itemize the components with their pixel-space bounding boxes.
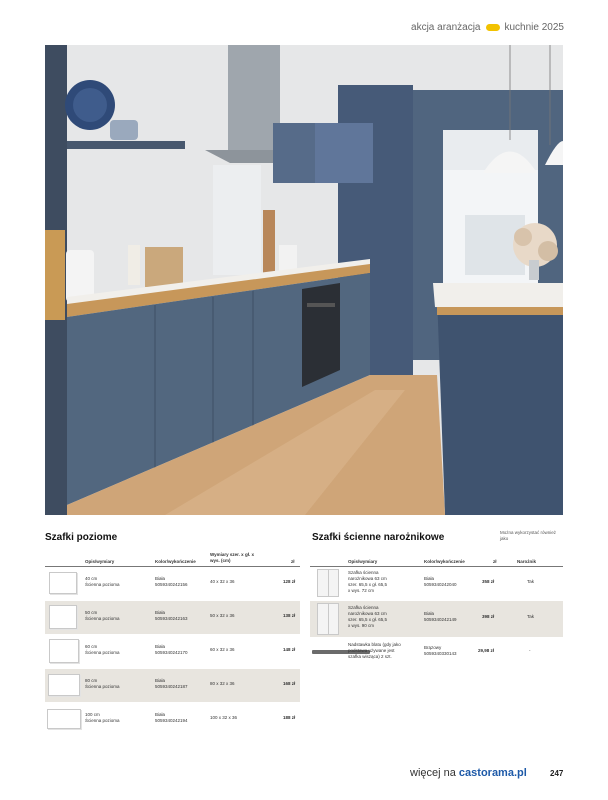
cabinet-code: 5059340242163 [155,616,188,621]
cabinet-price: 168 zł [283,681,296,686]
cabinet-price: 138 zł [283,613,296,618]
column-header-price: zł [493,559,497,564]
corner-cabinet-color: Biała [424,576,435,581]
horizontal-cabinets-table [45,548,300,738]
corner-cabinet-color: Biała [424,611,435,616]
table-row [45,601,300,634]
cabinet-type: Ścienna pozioma [85,616,120,621]
cabinet-thumbnail [49,639,79,663]
cabinet-size: 50 cm [85,610,98,615]
table-row [45,703,300,736]
corner-cabinet-code: 5059340242149 [424,617,457,622]
corner-cabinet-desc: x wys. 72 cm [348,588,375,593]
extension-desc: Nadstawka blatu (gdy jako [348,642,401,647]
extension-price: 29,98 zł [478,648,495,653]
column-header-description: Opis/wymiary [85,559,115,564]
footer-prefix: więcej na [410,767,456,779]
cabinet-code: 5059340242194 [155,718,188,723]
cabinet-code: 5059340242187 [155,684,188,689]
cabinet-size: 100 cm [85,712,100,717]
corner-cabinet-thumbnail [317,603,339,635]
column-header-corner: Narożnik [517,559,537,564]
corner-cabinet-desc: szer. 65,5 x gł. 65,5 [348,582,388,587]
cabinet-type: Ścienna pozioma [85,684,120,689]
corner-cabinet-desc: x wys. 90 cm [348,623,375,628]
column-header-price: zł [291,559,295,564]
table-row [45,635,300,668]
cabinet-code: 5059340242156 [155,582,188,587]
extension-code: 5059340330143 [424,651,457,656]
column-header-color: Kolor/wykończenie [424,559,465,564]
cabinet-dimensions: 100 x 32 x 36 [210,715,238,720]
corner-usage-note: Można wykorzystać również jako [500,530,557,541]
table-row [310,601,563,637]
cabinet-size: 60 cm [85,644,98,649]
section-title-corner-cabinets: Szafki ścienne narożnikowe [312,532,445,543]
cabinet-dimensions: 60 x 32 x 36 [210,647,235,652]
cabinet-size: 80 cm [85,678,98,683]
cabinet-type: Ścienna pozioma [85,582,120,587]
cabinet-dimensions: 40 x 32 x 36 [210,579,235,584]
corner-cabinet-corner: Tak [527,614,535,619]
cabinet-color: Biała [155,576,166,581]
kitchen-illustration [45,45,563,515]
table-row [45,669,300,702]
corner-cabinet-price: 358 zł [482,579,495,584]
catalog-header [411,22,564,33]
corner-cabinet-desc: Szafka ścienna [348,605,379,610]
cabinet-type: Ścienna pozioma [85,650,120,655]
cabinet-price: 188 zł [283,715,296,720]
extension-corner: - [529,648,531,653]
section-label: akcja aranżacja [411,22,481,33]
corner-cabinet-price: 398 zł [482,614,495,619]
catalog-label: kuchnie 2025 [504,22,564,33]
table-row [310,567,563,600]
table-header-divider [45,566,300,567]
cabinet-type: Ścienna pozioma [85,718,120,723]
table-row [45,568,300,600]
column-header-description: Opis/wymiary [348,559,378,564]
cabinet-price: 128 zł [283,579,296,584]
cabinet-thumbnail [47,709,81,729]
corner-cabinets-table [310,548,563,678]
corner-cabinet-desc: narożnikowa 63 cm [348,576,387,581]
cabinet-dimensions: 50 x 32 x 36 [210,613,235,618]
section-title-horizontal-cabinets: Szafki poziome [45,532,118,543]
cabinet-thumbnail [49,605,77,629]
cabinet-color: Biała [155,712,166,717]
cabinet-code: 5059340242170 [155,650,188,655]
cabinet-thumbnail [49,572,77,594]
corner-cabinet-desc: Szafka ścienna [348,570,379,575]
cabinet-thumbnail [48,674,80,696]
table-row [310,638,563,668]
cabinet-price: 148 zł [283,647,296,652]
cabinet-color: Biała [155,610,166,615]
column-header-dimensions: Wymiary szer. x gł. x wys. (cm) [210,552,254,563]
footer-link[interactable] [410,767,527,779]
cabinet-color: Biała [155,644,166,649]
yellow-pill-icon [486,24,500,31]
cabinet-dimensions: 80 x 32 x 36 [210,681,235,686]
extension-desc: szafka wisząca) 2 szt. [348,654,392,659]
corner-cabinet-corner: Tak [527,579,535,584]
column-header-color: Kolor/wykończenie [155,559,196,564]
corner-cabinet-code: 5059340242040 [424,582,457,587]
extension-color: Brązowy [424,645,442,650]
footer-site[interactable]: castorama.pl [458,767,527,779]
kitchen-photo [45,45,563,515]
corner-cabinet-desc: narożnikowa 63 cm [348,611,387,616]
corner-cabinet-thumbnail [317,569,339,597]
extension-desc: podstawa używane jest [348,648,395,653]
corner-cabinet-desc: szer. 65,5 x gł. 65,5 [348,617,388,622]
cabinet-size: 40 cm [85,576,98,581]
cabinet-color: Biała [155,678,166,683]
page-number: 247 [550,769,564,778]
